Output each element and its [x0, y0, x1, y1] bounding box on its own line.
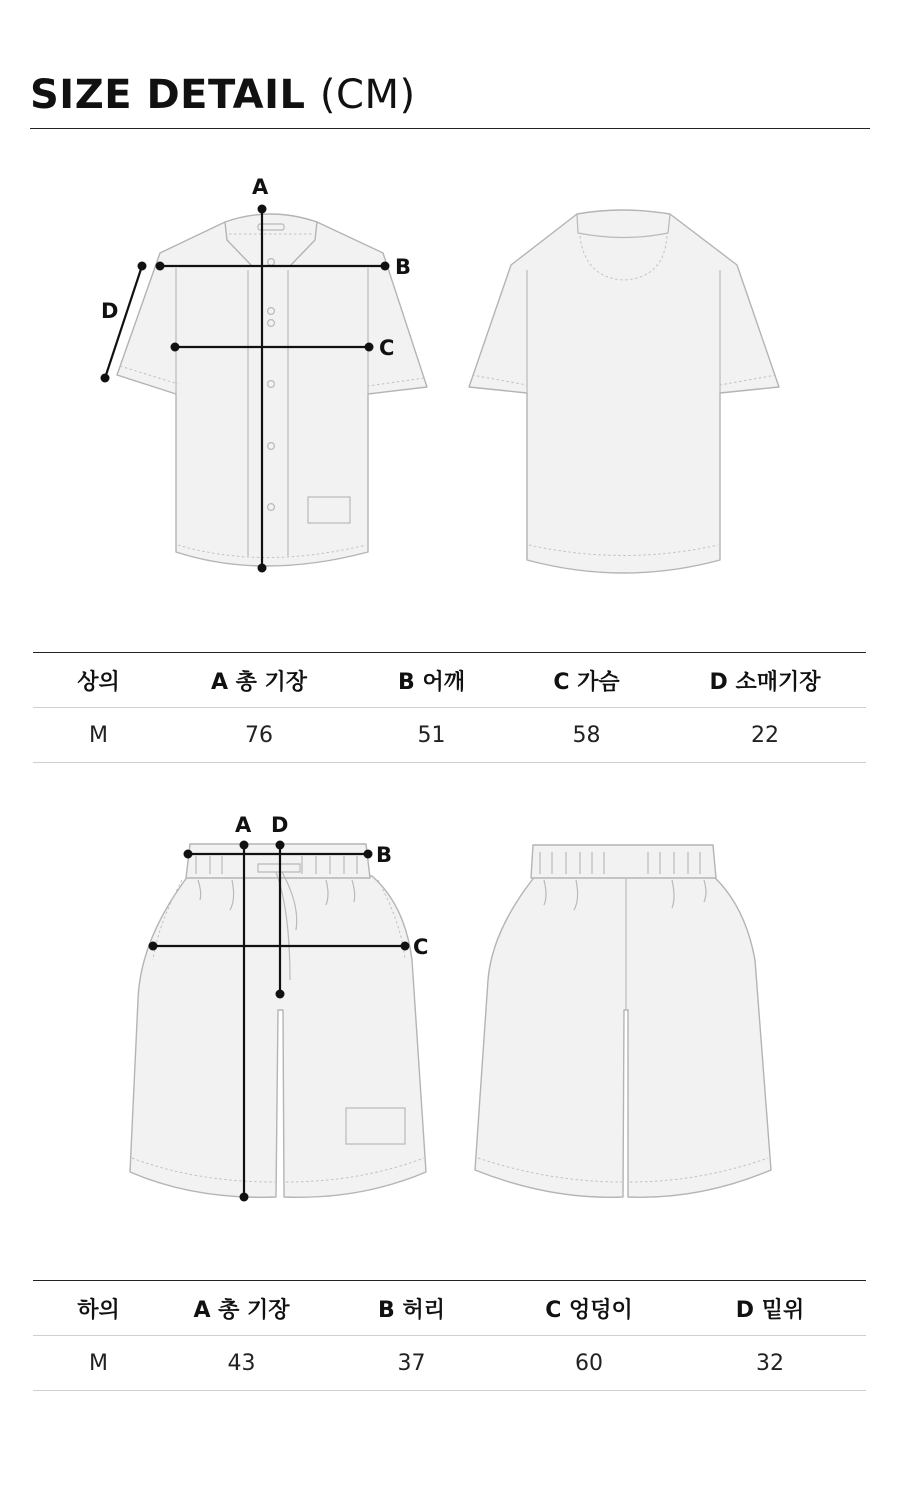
table-cell: 60: [575, 1350, 603, 1376]
title-divider: [30, 128, 870, 129]
column-header: A 총 기장: [210, 669, 308, 695]
page-title-text: SIZE DETAIL: [30, 72, 306, 118]
column-header: C 엉덩이: [545, 1297, 633, 1323]
shirt-label-c: C: [379, 336, 395, 360]
column-header: 하의: [77, 1297, 120, 1323]
table-cell: 51: [417, 722, 446, 748]
table-header-row: [33, 1281, 866, 1336]
shorts-label-d: D: [271, 813, 289, 837]
column-header: B 어깨: [398, 669, 465, 695]
shorts-diagram: [0, 805, 900, 1215]
shorts-back-illustration: [475, 845, 771, 1197]
shirt-label-b: B: [395, 255, 412, 279]
table-cell: 76: [245, 722, 273, 748]
shirt-label-a: A: [252, 175, 269, 199]
table-cell: M: [89, 1350, 108, 1376]
column-header: D 소매기장: [709, 669, 821, 695]
shirt-diagram: [0, 165, 900, 595]
table-cell: 43: [227, 1350, 256, 1376]
top-size-table: [33, 652, 866, 763]
page-title-unit: (CM): [319, 72, 416, 118]
column-header: D 밑위: [735, 1297, 805, 1323]
table-cell: 58: [572, 722, 601, 748]
bottom-size-table: [33, 1280, 866, 1391]
table-cell: 32: [756, 1350, 784, 1376]
table-row: [33, 1336, 866, 1391]
page-title: [30, 70, 416, 120]
column-header: A 총 기장: [193, 1297, 290, 1323]
column-header: C 가슴: [553, 669, 620, 695]
shorts-label-c: C: [413, 935, 429, 959]
column-header: 상의: [77, 669, 120, 695]
shirt-back-illustration: [469, 210, 779, 573]
column-header: B 허리: [378, 1297, 445, 1323]
table-cell: 37: [397, 1350, 426, 1376]
shorts-label-b: B: [376, 843, 393, 867]
shorts-label-a: A: [235, 813, 252, 837]
shirt-label-d: D: [101, 299, 119, 323]
table-row: [33, 708, 866, 763]
table-cell: 22: [751, 722, 779, 748]
table-header-row: [33, 653, 866, 708]
shorts-front-illustration: [130, 844, 429, 1197]
table-cell: M: [89, 722, 108, 748]
